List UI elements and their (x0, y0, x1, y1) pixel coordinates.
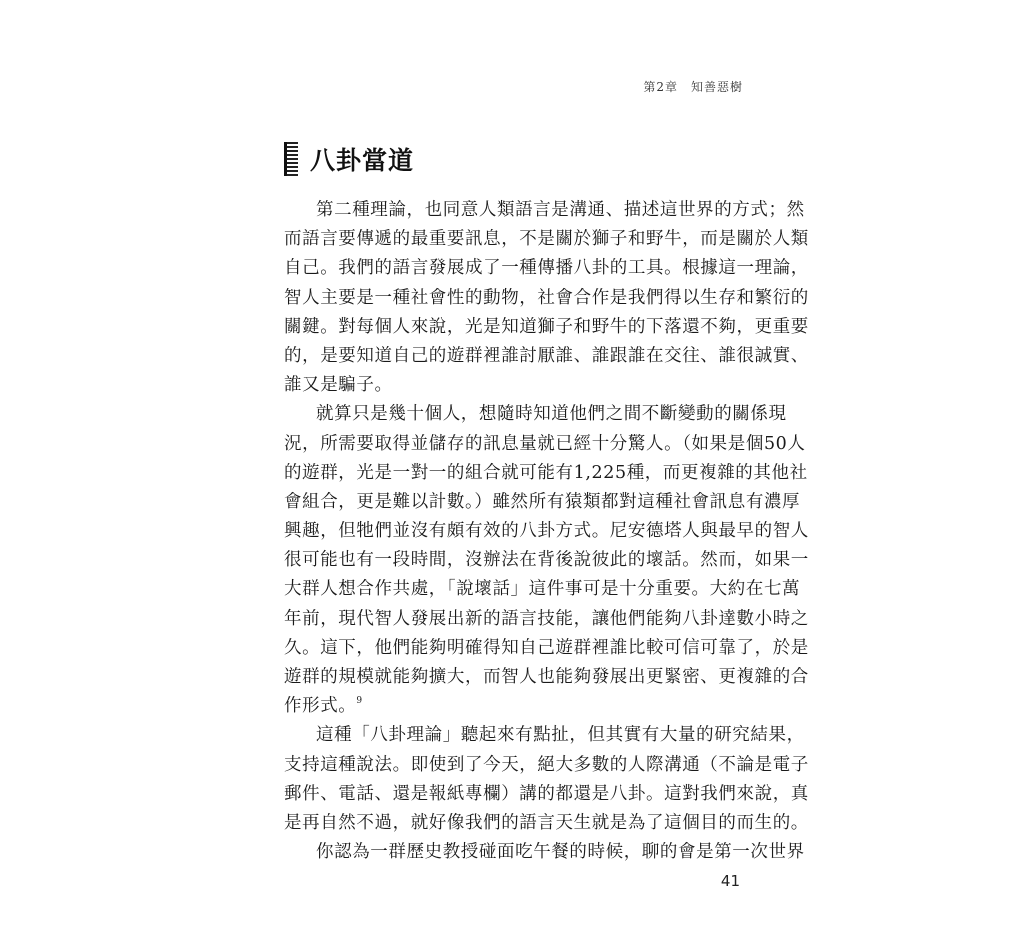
text-line: 第二種理論，也同意人類語言是溝通、描述這世界的方式；然 (316, 200, 805, 220)
text-line: 久。這下，他們能夠明確得知自己遊群裡誰比較可信可靠了，於是 (284, 637, 809, 658)
text-line: 就算只是幾十個人，想隨時知道他們之間不斷變動的關係現 (316, 404, 787, 425)
text-line-content: 作形式。 (284, 696, 357, 717)
text-line: 郵件、電話、還是報紙專欄）講的都還是八卦。這對我們來說，真 (284, 783, 809, 804)
text-line: 大群人想合作共處，「說壞話」這件事可是十分重要。大約在七萬 (284, 579, 801, 600)
text-line: 遊群的規模就能夠擴大，而智人也能夠發展出更緊密、更複雜的合 (284, 667, 809, 687)
text-line: 你認為一群歷史教授碰面吃午餐的時候，聊的會是第一次世界 (316, 842, 805, 863)
text-line: 興趣，但牠們並沒有頗有效的八卦方式。尼安德塔人與最早的智人 (284, 521, 809, 542)
text-line: 支持這種說法。即使到了今天，絕大多數的人際溝通（不論是電子 (284, 754, 809, 775)
page-number: 41 (720, 872, 740, 890)
text-line: 這種「八卦理論」聽起來有點扯，但其實有大量的研究結果， (316, 725, 805, 746)
running-header: 第2章 知善惡樹 (643, 80, 743, 94)
text-line: 的遊群，光是一對一的組合就可能有1,225種，而更複雜的其他社 (284, 462, 808, 483)
text-line: 年前，現代智人發展出新的語言技能，讓他們能夠八卦達數小時之 (284, 608, 809, 629)
body-text (284, 196, 809, 867)
text-line-with-footnote (284, 692, 746, 721)
section-heading (284, 140, 414, 178)
heading-ornament-icon (284, 142, 298, 176)
text-line: 很可能也有一段時間，沒辦法在背後說彼此的壞話。然而，如果一 (284, 550, 809, 571)
text-line: 是再自然不過，就好像我們的語言天生就是為了這個目的而生的。 (284, 812, 809, 833)
text-line: 誰又是騙子。 (284, 375, 393, 396)
text-line: 而語言要傳遞的最重要訊息，不是關於獅子和野牛，而是關於人類 (284, 229, 809, 250)
text-line: 關鍵。對每個人來說，光是知道獅子和野牛的下落還不夠，更重要 (284, 316, 809, 337)
text-line: 的，是要知道自己的遊群裡誰討厭誰、誰跟誰在交往、誰很誠實、 (284, 345, 809, 366)
section-title: 八卦當道 (310, 146, 415, 175)
text-line: 況，所需要取得並儲存的訊息量就已經十分驚人。（如果是個50人 (284, 433, 806, 454)
text-line: 自己。我們的語言發展成了一種傳播八卦的工具。根據這一理論， (284, 258, 809, 279)
footnote-ref: 9 (356, 696, 363, 707)
text-line: 會組合，更是難以計數。）雖然所有猿類都對這種社會訊息有濃厚 (284, 491, 801, 512)
text-line: 智人主要是一種社會性的動物，社會合作是我們得以生存和繁衍的 (284, 287, 809, 308)
